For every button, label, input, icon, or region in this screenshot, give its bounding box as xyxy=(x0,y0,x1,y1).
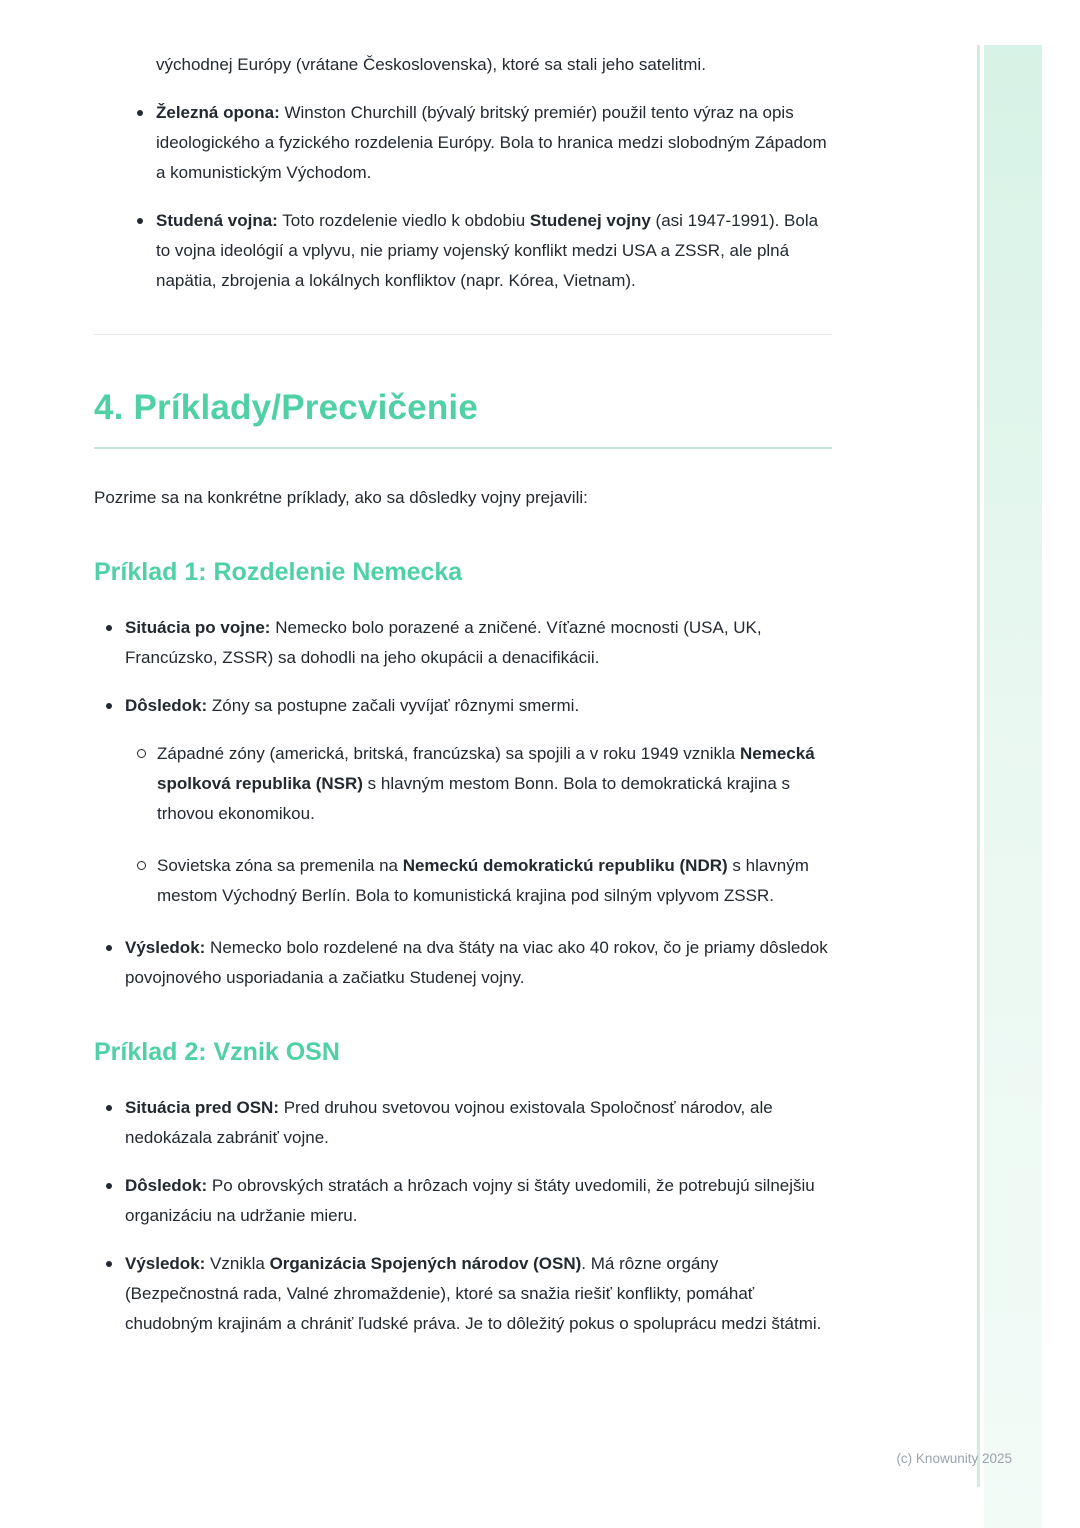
bullet-dot-icon xyxy=(106,703,112,709)
bullet-text xyxy=(125,1249,832,1339)
text-run: východnej Európy (vrátane Československa), ktoré sa stali jeho satelitmi. xyxy=(156,55,706,74)
bold-text-run: Dôsledok: xyxy=(125,696,208,715)
bullet-dot-icon xyxy=(106,1183,112,1189)
example-heading: Príklad 2: Vznik OSN xyxy=(94,1038,340,1066)
text-run: s hlavným mestom Východný Berlín. Bola to komunistická krajina pod silným vplyvom ZSSR. xyxy=(157,856,809,905)
sub-bullet-circle-icon xyxy=(137,861,146,870)
document-content xyxy=(94,50,832,1357)
bullet-item xyxy=(94,1171,832,1231)
text-run: Západné zóny (americká, britská, francúzska) sa spojili a v roku 1949 vznikla xyxy=(157,744,740,763)
bullet-item xyxy=(94,1093,832,1153)
section-heading: 4. Príklady/Precvičenie xyxy=(94,388,479,427)
footer-copyright: (c) Knowunity 2025 xyxy=(896,1451,1012,1466)
section-divider xyxy=(94,334,832,335)
text-run: (asi 1947-1991). Bola to vojna ideológií a vplyvu, nie priamy vojenský konflikt medzi USA a ZSSR, ale plná napätia, zbrojenia a lokálnych konfliktov (napr. Kórea, Vietnam). xyxy=(156,211,819,290)
bullet-item xyxy=(94,613,832,673)
text-run: Sovietska zóna sa premenila na xyxy=(157,856,403,875)
bold-text-run: Dôsledok: xyxy=(125,1176,208,1195)
bullet-text xyxy=(156,98,832,188)
text-run: s hlavným mestom Bonn. Bola to demokratická krajina s trhovou ekonomikou. xyxy=(157,774,791,823)
bullet-dot-icon xyxy=(106,1105,112,1111)
text-run: . Má rôzne orgány (Bezpečnostná rada, Valné zhromaždenie), ktoré sa snažia riešiť konflikty, pomáhať chudobným krajinám a chrániť ľudské práva. Je to dôležitý pokus o spoluprácu medzi štátmi. xyxy=(125,1254,822,1333)
bullet-text xyxy=(125,691,832,721)
bold-text-run: Výsledok: xyxy=(125,938,206,957)
bold-text-run: Studenej vojny xyxy=(529,211,651,230)
text-run: Nemecko bolo rozdelené na dva štáty na viac ako 40 rokov, čo je priamy dôsledok povojnového usporiadania a začiatku Studenej vojny. xyxy=(125,938,828,987)
sub-bullet-item xyxy=(94,739,832,829)
bold-text-run: Nemeckú demokratickú republiku (NDR) xyxy=(402,856,728,875)
bullet-text xyxy=(125,613,832,673)
bullet-text xyxy=(125,933,832,993)
sub-bullet-text xyxy=(157,851,832,911)
bullet-item xyxy=(94,933,832,993)
bold-text-run: Výsledok: xyxy=(125,1254,206,1273)
bullet-dot-icon xyxy=(137,218,143,224)
example-heading: Príklad 1: Rozdelenie Nemecka xyxy=(94,558,463,586)
text-run: Pred druhou svetovou vojnou existovala Spoločnosť národov, ale nedokázala zabrániť vojne. xyxy=(125,1098,773,1147)
page-edge-accent-line xyxy=(977,45,980,1487)
bullet-item xyxy=(94,1249,832,1339)
text-run: Toto rozdelenie viedlo k obdobiu xyxy=(277,211,530,230)
bullet-text xyxy=(125,1171,832,1231)
bullet-dot-icon xyxy=(106,625,112,631)
page-edge-accent-bar xyxy=(984,45,1042,1528)
bullet-text xyxy=(125,1093,832,1153)
bold-text-run: Situácia po vojne: xyxy=(125,618,271,637)
bullet-dot-icon xyxy=(137,110,143,116)
bullet-text xyxy=(156,206,832,296)
bold-text-run: Nemecká spolková republika (NSR) xyxy=(157,744,815,793)
text-run: Nemecko bolo porazené a zničené. Víťazné mocnosti (USA, UK, Francúzsko, ZSSR) sa dohodli na jeho okupácii a denacifikácii. xyxy=(125,618,762,667)
text-run: Vznikla xyxy=(205,1254,270,1273)
bold-text-run: Organizácia Spojených národov (OSN) xyxy=(269,1254,582,1273)
bullet-item xyxy=(94,206,832,296)
bullet-item xyxy=(94,98,832,188)
text-run: Winston Churchill (bývalý britský premiér) použil tento výraz na opis ideologického a fyzického rozdelenia Európy. Bola to hranica medzi slobodným Západom a komunistickým Východom. xyxy=(156,103,827,182)
text-run: Po obrovských stratách a hrôzach vojny si štáty uvedomili, že potrebujú silnejšiu organizáciu na udržanie mieru. xyxy=(125,1176,815,1225)
bold-text-run: Situácia pred OSN: xyxy=(125,1098,279,1117)
bullet-dot-icon xyxy=(106,945,112,951)
list-continuation-text xyxy=(94,50,832,80)
sub-bullet-circle-icon xyxy=(137,749,146,758)
text-run: Pozrime sa na konkrétne príklady, ako sa dôsledky vojny prejavili: xyxy=(94,488,588,507)
bullet-item xyxy=(94,691,832,721)
bullet-dot-icon xyxy=(106,1261,112,1267)
bold-text-run: Železná opona: xyxy=(156,103,280,122)
text-run: Zóny sa postupne začali vyvíjať rôznymi smermi. xyxy=(207,696,580,715)
sub-bullet-item xyxy=(94,851,832,911)
heading-underline xyxy=(94,447,832,449)
paragraph xyxy=(94,483,832,513)
bold-text-run: Studená vojna: xyxy=(156,211,278,230)
sub-bullet-text xyxy=(157,739,832,829)
